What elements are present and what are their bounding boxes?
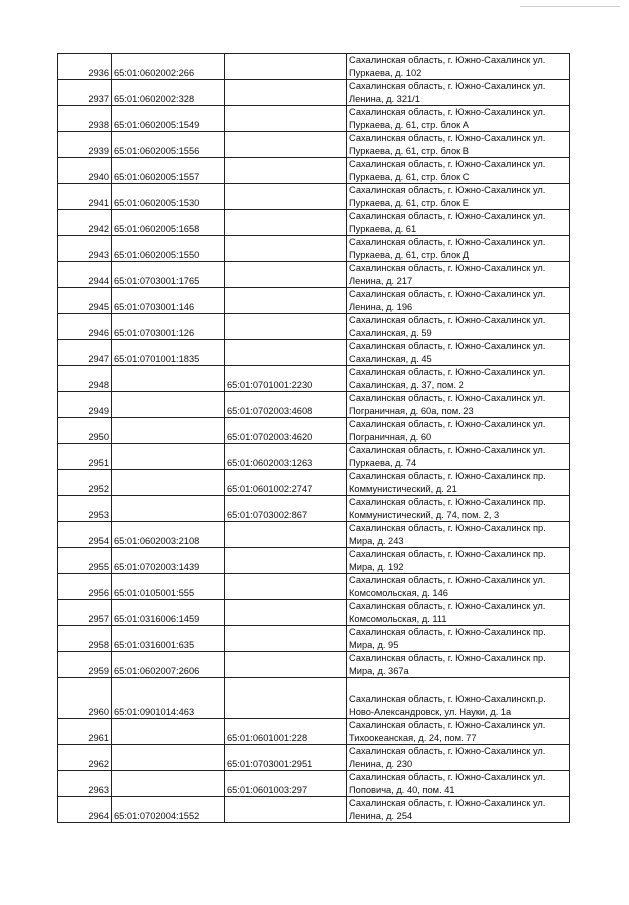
previous-number-cell: [225, 340, 347, 366]
table-row: [58, 80, 570, 106]
cadastral-number-cell: [112, 771, 225, 797]
address-cell: Сахалинская область, г. Южно-Сахалинск ул. Пуркаева, д. 102: [347, 54, 570, 80]
table-row: [58, 366, 570, 392]
row-number-cell: 2949: [58, 392, 112, 418]
row-number-cell: 2953: [58, 496, 112, 522]
row-number-cell: 2940: [58, 158, 112, 184]
previous-number-cell: 65:01:0601003:297: [225, 771, 347, 797]
address-cell: Сахалинская область, г. Южно-Сахалинск ул. Сахалинская, д. 45: [347, 340, 570, 366]
cadastral-number-cell: 65:01:0602005:1557: [112, 158, 225, 184]
address-cell: Сахалинская область, г. Южно-Сахалинск ул. Пуркаева, д. 61, стр. блок А: [347, 106, 570, 132]
row-number-cell: 2937: [58, 80, 112, 106]
table-row: [58, 314, 570, 340]
cadastral-number-cell: 65:01:0701001:1835: [112, 340, 225, 366]
cadastral-number-cell: [112, 496, 225, 522]
row-number-cell: 2961: [58, 719, 112, 745]
cadastral-number-cell: 65:01:0602002:266: [112, 54, 225, 80]
address-cell: Сахалинская область, г. Южно-Сахалинск ул. Ленина, д. 321/1: [347, 80, 570, 106]
address-cell: Сахалинская область, г. Южно-Сахалинск ул. Сахалинская, д. 37, пом. 2: [347, 366, 570, 392]
address-cell: Сахалинская область, г. Южно-Сахалинск ул. Пуркаева, д. 61, стр. блок В: [347, 132, 570, 158]
address-cell: Сахалинская область, г. Южно-Сахалинск пр. Коммунистический, д. 74, пом. 2, 3: [347, 496, 570, 522]
row-number-cell: 2943: [58, 236, 112, 262]
table-row: [58, 600, 570, 626]
cadastral-number-cell: [112, 745, 225, 771]
table-row: [58, 797, 570, 823]
property-table: [57, 53, 570, 823]
previous-number-cell: [225, 626, 347, 652]
row-number-cell: 2962: [58, 745, 112, 771]
cadastral-number-cell: 65:01:0703001:126: [112, 314, 225, 340]
cadastral-number-cell: 65:01:0702004:1552: [112, 797, 225, 823]
table-row: [58, 54, 570, 80]
previous-number-cell: [225, 106, 347, 132]
table-row: [58, 184, 570, 210]
table-row: [58, 548, 570, 574]
previous-number-cell: [225, 574, 347, 600]
cadastral-number-cell: 65:01:0901014:463: [112, 678, 225, 719]
row-number-cell: 2957: [58, 600, 112, 626]
previous-number-cell: [225, 236, 347, 262]
table-row: [58, 132, 570, 158]
table-row: [58, 522, 570, 548]
address-cell: Сахалинская область, г. Южно-Сахалинск ул. Пуркаева, д. 61, стр. блок Е: [347, 184, 570, 210]
cadastral-number-cell: 65:01:0702003:1439: [112, 548, 225, 574]
row-number-cell: 2948: [58, 366, 112, 392]
address-cell: Сахалинская область, г. Южно-Сахалинск ул. Поповича, д. 40, пом. 41: [347, 771, 570, 797]
cadastral-number-cell: 65:01:0602005:1550: [112, 236, 225, 262]
cadastral-number-cell: 65:01:0703001:1765: [112, 262, 225, 288]
previous-number-cell: 65:01:0703002:867: [225, 496, 347, 522]
address-cell: Сахалинская область, г. Южно-Сахалинск ул. Ленина, д. 254: [347, 797, 570, 823]
previous-number-cell: [225, 797, 347, 823]
cadastral-number-cell: 65:01:0602005:1549: [112, 106, 225, 132]
cadastral-number-cell: 65:01:0602005:1658: [112, 210, 225, 236]
cadastral-number-cell: [112, 392, 225, 418]
table-row: [58, 444, 570, 470]
table-row: [58, 392, 570, 418]
table-row: [58, 210, 570, 236]
address-cell: Сахалинская область, г. Южно-Сахалинск ул. Пуркаева, д. 61, стр. блок С: [347, 158, 570, 184]
previous-number-cell: [225, 288, 347, 314]
row-number-cell: 2942: [58, 210, 112, 236]
previous-number-cell: [225, 54, 347, 80]
previous-number-cell: [225, 678, 347, 719]
table-row: [58, 745, 570, 771]
scan-artifact-line: [520, 6, 620, 7]
address-cell: Сахалинская область, г. Южно-Сахалинск ул. Тихоокеанская, д. 24, пом. 77: [347, 719, 570, 745]
row-number-cell: 2958: [58, 626, 112, 652]
previous-number-cell: 65:01:0601001:228: [225, 719, 347, 745]
table-row: [58, 771, 570, 797]
previous-number-cell: 65:01:0701001:2230: [225, 366, 347, 392]
row-number-cell: 2950: [58, 418, 112, 444]
address-cell: Сахалинская область, г. Южно-Сахалинск ул. Пуркаева, д. 74: [347, 444, 570, 470]
address-cell: Сахалинская область, г. Южно-Сахалинскп.р. Ново-Александровск, ул. Науки, д. 1а: [347, 678, 570, 719]
cadastral-number-cell: 65:01:0602007:2606: [112, 652, 225, 678]
cadastral-number-cell: [112, 444, 225, 470]
previous-number-cell: 65:01:0601002:2747: [225, 470, 347, 496]
row-number-cell: 2944: [58, 262, 112, 288]
cadastral-number-cell: 65:01:0316006:1459: [112, 600, 225, 626]
table-row: [58, 652, 570, 678]
previous-number-cell: [225, 80, 347, 106]
previous-number-cell: [225, 184, 347, 210]
row-number-cell: 2936: [58, 54, 112, 80]
address-cell: Сахалинская область, г. Южно-Сахалинск пр. Мира, д. 192: [347, 548, 570, 574]
row-number-cell: 2960: [58, 678, 112, 719]
table-row: [58, 340, 570, 366]
row-number-cell: 2952: [58, 470, 112, 496]
cadastral-number-cell: [112, 366, 225, 392]
address-cell: Сахалинская область, г. Южно-Сахалинск ул. Комсомольская, д. 146: [347, 574, 570, 600]
previous-number-cell: [225, 522, 347, 548]
row-number-cell: 2951: [58, 444, 112, 470]
previous-number-cell: [225, 210, 347, 236]
cadastral-number-cell: 65:01:0105001:555: [112, 574, 225, 600]
previous-number-cell: [225, 158, 347, 184]
table-body: [58, 54, 570, 823]
cadastral-number-cell: 65:01:0602003:2108: [112, 522, 225, 548]
row-number-cell: 2946: [58, 314, 112, 340]
previous-number-cell: 65:01:0602003:1263: [225, 444, 347, 470]
row-number-cell: 2964: [58, 797, 112, 823]
address-cell: Сахалинская область, г. Южно-Сахалинск ул. Ленина, д. 217: [347, 262, 570, 288]
table-row: [58, 574, 570, 600]
table-row: [58, 626, 570, 652]
previous-number-cell: [225, 600, 347, 626]
address-cell: Сахалинская область, г. Южно-Сахалинск пр. Мира, д. 95: [347, 626, 570, 652]
address-cell: Сахалинская область, г. Южно-Сахалинск пр. Коммунистический, д. 21: [347, 470, 570, 496]
table-row: [58, 418, 570, 444]
address-cell: Сахалинская область, г. Южно-Сахалинск пр. Мира, д. 243: [347, 522, 570, 548]
row-number-cell: 2959: [58, 652, 112, 678]
row-number-cell: 2938: [58, 106, 112, 132]
cadastral-number-cell: 65:01:0602005:1530: [112, 184, 225, 210]
table-row: [58, 236, 570, 262]
row-number-cell: 2939: [58, 132, 112, 158]
row-number-cell: 2941: [58, 184, 112, 210]
address-cell: Сахалинская область, г. Южно-Сахалинск ул. Сахалинская, д. 59: [347, 314, 570, 340]
previous-number-cell: [225, 132, 347, 158]
cadastral-number-cell: 65:01:0602005:1556: [112, 132, 225, 158]
address-cell: Сахалинская область, г. Южно-Сахалинск ул. Ленина, д. 196: [347, 288, 570, 314]
address-cell: Сахалинская область, г. Южно-Сахалинск пр. Мира, д. 367а: [347, 652, 570, 678]
previous-number-cell: [225, 262, 347, 288]
previous-number-cell: 65:01:0702003:4620: [225, 418, 347, 444]
row-number-cell: 2956: [58, 574, 112, 600]
address-cell: Сахалинская область, г. Южно-Сахалинск ул. Ленина, д. 230: [347, 745, 570, 771]
cadastral-number-cell: 65:01:0703001:146: [112, 288, 225, 314]
row-number-cell: 2945: [58, 288, 112, 314]
address-cell: Сахалинская область, г. Южно-Сахалинск ул. Пуркаева, д. 61, стр. блок Д: [347, 236, 570, 262]
document-page: [57, 53, 569, 823]
table-row: [58, 262, 570, 288]
previous-number-cell: 65:01:0703001:2951: [225, 745, 347, 771]
table-row: [58, 719, 570, 745]
table-row: [58, 158, 570, 184]
cadastral-number-cell: [112, 470, 225, 496]
previous-number-cell: [225, 652, 347, 678]
address-cell: Сахалинская область, г. Южно-Сахалинск ул. Пограничная, д. 60: [347, 418, 570, 444]
row-number-cell: 2954: [58, 522, 112, 548]
address-cell: Сахалинская область, г. Южно-Сахалинск ул. Пограничная, д. 60а, пом. 23: [347, 392, 570, 418]
row-number-cell: 2947: [58, 340, 112, 366]
table-row: [58, 470, 570, 496]
cadastral-number-cell: [112, 418, 225, 444]
table-row: [58, 678, 570, 719]
previous-number-cell: [225, 314, 347, 340]
address-cell: Сахалинская область, г. Южно-Сахалинск ул. Пуркаева, д. 61: [347, 210, 570, 236]
previous-number-cell: 65:01:0702003:4608: [225, 392, 347, 418]
cadastral-number-cell: 65:01:0602002:328: [112, 80, 225, 106]
address-cell: Сахалинская область, г. Южно-Сахалинск ул. Комсомольская, д. 111: [347, 600, 570, 626]
table-row: [58, 106, 570, 132]
table-row: [58, 496, 570, 522]
row-number-cell: 2955: [58, 548, 112, 574]
cadastral-number-cell: [112, 719, 225, 745]
row-number-cell: 2963: [58, 771, 112, 797]
previous-number-cell: [225, 548, 347, 574]
cadastral-number-cell: 65:01:0316001:635: [112, 626, 225, 652]
table-row: [58, 288, 570, 314]
